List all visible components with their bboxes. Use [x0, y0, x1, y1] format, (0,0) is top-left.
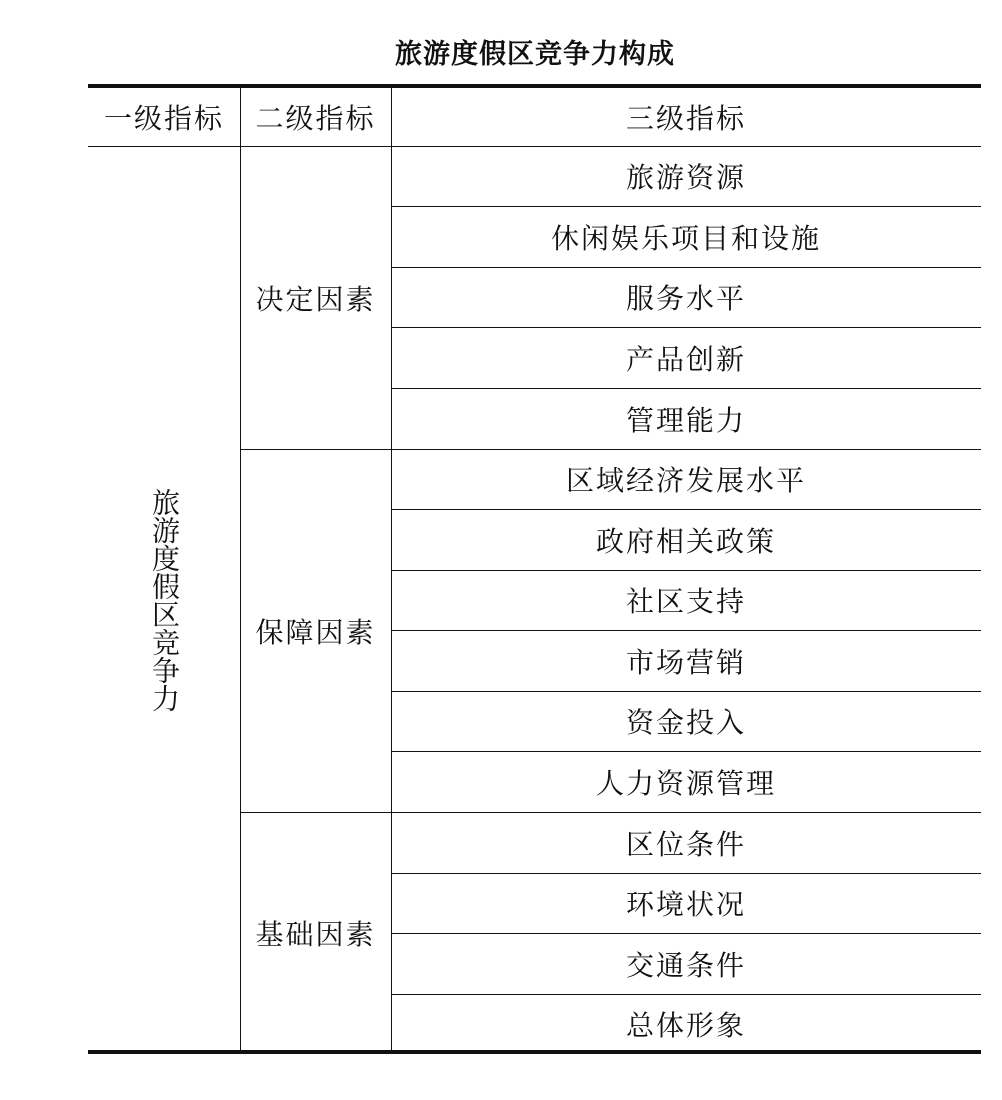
table-title: 旅游度假区竞争力构成: [395, 39, 675, 70]
indicator-item: 旅游资源: [625, 161, 746, 194]
group-name: 保障因素: [255, 615, 376, 649]
indicator-item: 人力资源管理: [595, 766, 776, 800]
group-name: 基础因素: [255, 918, 376, 951]
indicator-item: 总体形象: [625, 1009, 746, 1042]
indicator-item: 资金投入: [625, 706, 746, 739]
indicator-item: 产品创新: [625, 342, 746, 376]
indicator-item: 管理能力: [625, 403, 746, 437]
indicator-item: 市场营销: [625, 645, 746, 679]
indicator-item: 服务水平: [625, 282, 746, 315]
indicator-item: 环境状况: [625, 888, 746, 921]
header-level1: 一级指标: [103, 102, 224, 135]
indicator-item: 社区支持: [625, 585, 746, 618]
group-name: 决定因素: [255, 282, 376, 316]
indicator-table: [88, 84, 981, 1054]
indicator-item: 政府相关政策: [595, 524, 776, 558]
level1-value: 旅游度假区竞争力: [148, 488, 181, 712]
header-level3: 三级指标: [625, 102, 746, 135]
indicator-item: 交通条件: [625, 948, 746, 982]
indicator-item: 休闲娱乐项目和设施: [550, 221, 821, 255]
indicator-item: 区位条件: [625, 827, 746, 861]
header-level2: 二级指标: [255, 102, 376, 135]
indicator-item: 区域经济发展水平: [565, 464, 806, 497]
